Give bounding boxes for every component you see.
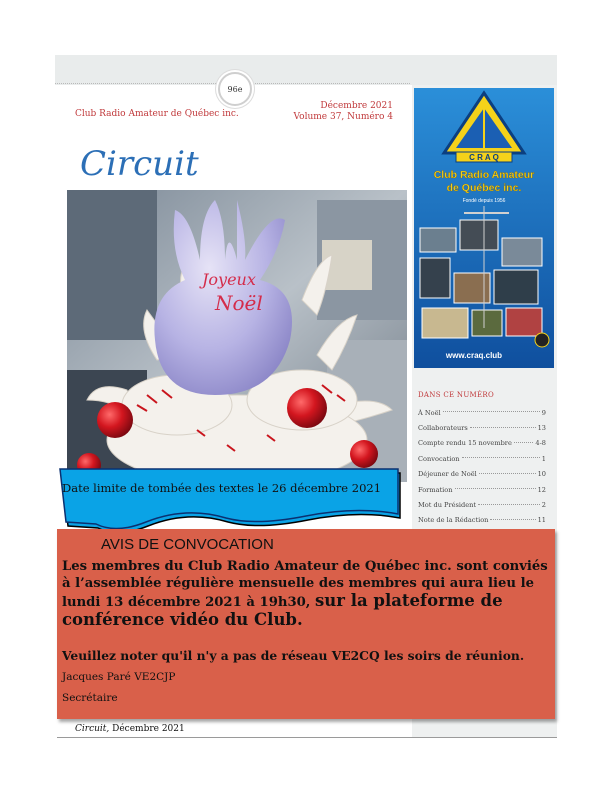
greeting-line-1: Joyeux (202, 270, 256, 289)
toc-item (418, 420, 546, 435)
toc-item-page: 13 (537, 424, 546, 433)
club-poster (414, 88, 554, 368)
issue-number-badge: 96e (218, 72, 252, 106)
toc-item-page: 4-8 (535, 439, 546, 448)
table-of-contents (418, 405, 546, 544)
toc-item (418, 436, 546, 451)
issue-info (285, 101, 393, 123)
ornament-small (350, 440, 378, 468)
poster-founded: Fondé depuis 1956 (462, 198, 506, 204)
toc-item-page: 2 (541, 501, 546, 510)
toc-leader-dots (470, 427, 536, 428)
toc-leader-dots (478, 504, 540, 505)
network-note: Veuillez noter qu'il n'y a pas de réseau VE2CQ les soirs de réunion. (62, 648, 525, 663)
toc-item (418, 405, 546, 420)
deadline-callout (56, 466, 402, 532)
poster-name-line-1: Club Radio Amateur (433, 169, 535, 181)
toc-leader-dots (443, 411, 540, 412)
toc-item-label: Déjeuner de Noël (418, 470, 477, 479)
toc-item (418, 497, 546, 512)
convocation-title: AVIS DE CONVOCATION (101, 536, 274, 553)
convocation-body-platform: sur la plateforme de conférence vidéo du Club. (62, 591, 503, 629)
callout-shape (56, 466, 402, 532)
toc-leader-dots (514, 442, 534, 443)
issue-date: Décembre 2021 (320, 101, 393, 111)
convocation-body-main: Les membres du Club Radio Amateur de Québec inc. sont conviés à l’assemblée régulière mensuelle des membres qui aura lieu le lundi 13 décembre 2021 à 19h30, (62, 559, 548, 610)
toc-leader-dots (455, 488, 536, 489)
toc-item-label: Collaborateurs (418, 424, 468, 433)
poster-url: www.craq.club (445, 351, 503, 360)
toc-item-label: Compte rendu 15 novembre (418, 439, 512, 448)
issue-volume: Volume 37, Numéro 4 (293, 112, 393, 122)
poster-name-line-2: de Québec inc. (446, 182, 522, 194)
gloves-illustration (67, 190, 407, 482)
toc-item-label: Convocation (418, 454, 460, 463)
toc-leader-dots (479, 473, 536, 474)
toc-item-page: 9 (541, 408, 546, 417)
logo-letters: C R A Q (469, 153, 499, 162)
toc-item (418, 451, 546, 466)
toc-item (418, 513, 546, 528)
toc-item-page: 1 (541, 454, 546, 463)
toc-item-page: 12 (537, 485, 546, 494)
toc-item-page: 10 (537, 470, 546, 479)
ornament-right (287, 388, 327, 428)
convocation-body (62, 558, 552, 630)
club-name: Club Radio Amateur de Québec inc. (75, 109, 239, 119)
page-footer (75, 724, 185, 734)
toc-item-page: 11 (537, 516, 546, 525)
footer-date: Décembre 2021 (112, 724, 185, 734)
deadline-text: Date limite de tombée des textes le 26 décembre 2021 (62, 481, 382, 495)
christmas-photo (67, 190, 407, 482)
footer-publication: Circuit, (75, 724, 110, 734)
signature: Jacques Paré VE2CJP (62, 671, 176, 683)
toc-item-label: À Noël (418, 408, 441, 417)
footer-divider (57, 737, 557, 738)
toc-heading: DANS CE NUMÉRO (418, 391, 495, 399)
ornament-left (97, 402, 133, 438)
toc-item-label: Note de la Rédaction (418, 516, 489, 525)
toc-item (418, 482, 546, 497)
toc-item-label: Mot du Président (418, 501, 477, 510)
newsletter-title: Circuit (80, 144, 199, 184)
toc-item-label: Formation (418, 485, 453, 494)
greeting-line-2: Noël (215, 291, 263, 315)
signature-role: Secrétaire (62, 692, 118, 704)
toc-leader-dots (490, 519, 535, 520)
toc-item (418, 467, 546, 482)
poster-graphic (414, 88, 554, 368)
toc-leader-dots (462, 457, 540, 458)
header-band (55, 55, 557, 85)
